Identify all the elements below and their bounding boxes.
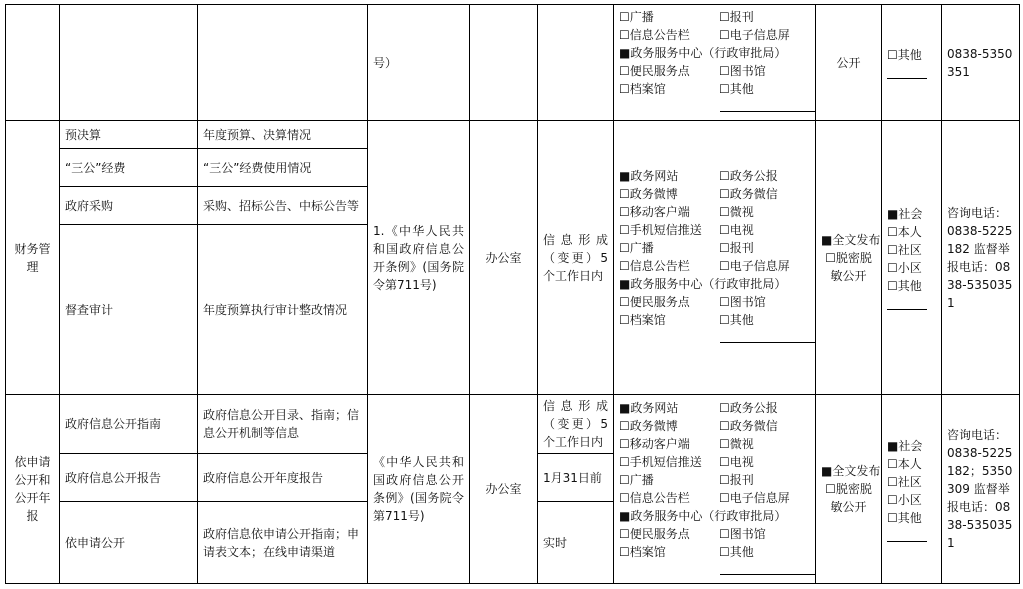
table-row-top (6, 5, 1020, 121)
cell-contact: 0838-5350351 (942, 5, 1020, 121)
channel-option: ☐报刊 (719, 241, 754, 255)
time-cell: 实时 (538, 502, 614, 584)
blank-line (720, 561, 816, 575)
channel-option: ☐报刊 (719, 472, 754, 487)
channel-option: ■政务服务中心（行政审批局） (619, 46, 787, 60)
cell-channels (614, 5, 816, 121)
cell-category-empty (6, 5, 60, 121)
channel-option: ☐图书馆 (719, 295, 766, 309)
channel-option: ☐移动客户端 (619, 205, 690, 219)
method-finance (816, 121, 882, 395)
channel-option: ☐电子信息屏 (719, 490, 790, 505)
channel-option: ☐档案馆 (619, 82, 666, 96)
channel-option: ☐信息公告栏 (619, 490, 690, 505)
channel-option: ☐图书馆 (719, 64, 766, 78)
channel-option: ☐移动客户端 (619, 436, 690, 451)
method-option: ■全文发布 (821, 232, 881, 247)
channel-option: ☐其他 (719, 80, 815, 117)
cell-item-empty (60, 5, 198, 121)
dept-finance: 办公室 (470, 121, 538, 395)
scope-option: ■社会 (887, 438, 923, 453)
scope-option: ☐本人 (887, 456, 922, 471)
channel-option: ☐便民服务点 (619, 64, 690, 78)
basis-application: 《中华人民共和国政府信息公开条例》(国务院令第711号) (368, 395, 470, 584)
time-finance: 信息形成（变更）5个工作日内 (538, 121, 614, 395)
item-name: “三公”经费 (60, 149, 198, 187)
channel-option: ☐政务微博 (619, 187, 678, 201)
blank-line (887, 64, 927, 79)
blank-line (887, 527, 927, 542)
cell-time-empty (538, 5, 614, 121)
channel-option: ☐档案馆 (619, 544, 666, 559)
item-name: 政府信息公开指南 (60, 395, 198, 454)
scope-option: ☐社区 (887, 243, 922, 257)
channel-option: ☐便民服务点 (619, 526, 690, 541)
cell-channels (614, 395, 816, 584)
channel-option: ☐微视 (719, 205, 754, 219)
channel-option: ☐政务公报 (719, 400, 778, 415)
channel-option: ☐广播 (619, 241, 654, 255)
disclosure-table-fragment (5, 4, 1019, 582)
channel-option: ☐政务微信 (719, 187, 778, 201)
scope-option: ■社会 (887, 207, 923, 221)
time-cell: 信息形成（变更）5个工作日内 (538, 395, 614, 454)
basis-finance: 1.《中华人民共和国政府信息公开条例》(国务院令第711号) (368, 121, 470, 395)
scope-option: ☐小区 (887, 492, 922, 507)
channel-option: ☐政务微信 (719, 418, 778, 433)
item-content: 政府信息依申请公开指南；申请表文本；在线申请渠道 (198, 502, 368, 584)
contact-finance: 咨询电话：0838-5225182 监督举报电话：0838-5350351 (942, 121, 1020, 395)
channel-option: ■政务服务中心（行政审批局） (619, 508, 787, 523)
channel-option: ☐广播 (619, 472, 654, 487)
dept-application: 办公室 (470, 395, 538, 584)
item-name: 督查审计 (60, 225, 198, 395)
contact-application: 咨询电话：0838-5225182；5350309 监督举报电话：0838-5350351 (942, 395, 1020, 584)
channel-option: ☐其他 (719, 543, 815, 580)
item-name: 预决算 (60, 121, 198, 149)
scope-option: ☐其他 (887, 279, 922, 293)
channel-option: ☐政务微博 (619, 418, 678, 433)
channel-option: ☐电子信息屏 (719, 259, 790, 273)
method-application (816, 395, 882, 584)
cell-content-empty (198, 5, 368, 121)
method-option: ☐脱密脱敏公开 (825, 482, 872, 514)
channel-option: ■政务网站 (619, 169, 679, 183)
channel-option: ☐信息公告栏 (619, 28, 690, 42)
method-option: ■全文发布 (821, 464, 881, 478)
table-row (6, 121, 1020, 149)
cell-channels (614, 121, 816, 395)
item-content: 政府信息公开目录、指南；信息公开机制等信息 (198, 395, 368, 454)
channel-option: ☐政务公报 (719, 169, 778, 183)
scope-option: ☐小区 (887, 261, 922, 275)
channel-option: ■政务服务中心（行政审批局） (619, 277, 787, 291)
channel-option: ☐广播 (619, 10, 654, 24)
channel-option: ☐便民服务点 (619, 295, 690, 309)
scope-option: ☐其他 (887, 48, 922, 62)
scope-option: ☐本人 (887, 225, 922, 239)
category-finance: 财务管理 (6, 121, 60, 395)
item-name: 依申请公开 (60, 502, 198, 584)
blank-line (720, 329, 816, 343)
channel-option: ☐手机短信推送 (619, 223, 702, 237)
channel-option: ☐手机短信推送 (619, 454, 702, 469)
scope-option: ☐其他 (887, 510, 922, 525)
cell-basis-tail: 号） (368, 5, 470, 121)
channel-option: ☐微视 (719, 436, 754, 451)
channel-option: ☐电子信息屏 (719, 28, 790, 42)
channel-option: ☐其他 (719, 311, 815, 348)
scope-option: ☐社区 (887, 474, 922, 489)
item-content: 年度预算、决算情况 (198, 121, 368, 149)
item-name: 政府信息公开报告 (60, 454, 198, 502)
channel-option: ☐报刊 (719, 10, 754, 24)
channel-option: ☐电视 (719, 454, 754, 469)
disclosure-table (5, 4, 1020, 584)
cell-scope (882, 5, 942, 121)
scope-application (882, 395, 942, 584)
category-application: 依申请公开和公开年报 (6, 395, 60, 584)
channel-option: ☐图书馆 (719, 526, 766, 541)
item-content: 年度预算执行审计整改情况 (198, 225, 368, 395)
table-row (6, 395, 1020, 454)
channel-option: ☐档案馆 (619, 313, 666, 327)
item-content: 政府信息公开年度报告 (198, 454, 368, 502)
channel-option: ■政务网站 (619, 400, 679, 415)
item-name: 政府采购 (60, 187, 198, 225)
blank-line (887, 295, 927, 310)
channel-option: ☐信息公告栏 (619, 259, 690, 273)
item-content: 采购、招标公告、中标公告等 (198, 187, 368, 225)
time-cell: 1月31日前 (538, 454, 614, 502)
scope-finance (882, 121, 942, 395)
cell-dept-empty (470, 5, 538, 121)
cell-method: 公开 (816, 5, 882, 121)
method-option: ☐脱密脱敏公开 (825, 250, 872, 283)
blank-line (720, 98, 816, 112)
item-content: “三公”经费使用情况 (198, 149, 368, 187)
channel-option: ☐电视 (719, 223, 754, 237)
